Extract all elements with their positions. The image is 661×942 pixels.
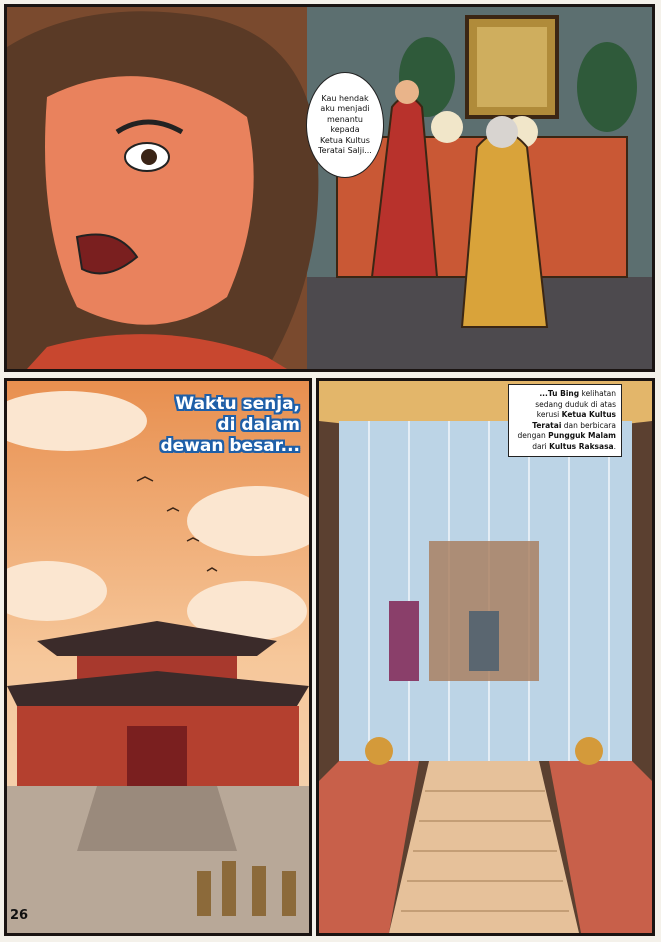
speech-line: Ketua Kultus bbox=[320, 135, 370, 145]
panel-top bbox=[4, 4, 655, 372]
figure-pungguk-malam bbox=[389, 601, 419, 681]
speech-line: aku menjadi bbox=[320, 104, 370, 113]
narration-line bbox=[514, 431, 616, 442]
speech-line: Kau hendak bbox=[321, 93, 369, 103]
panel-palace bbox=[4, 378, 312, 936]
guard bbox=[282, 871, 296, 916]
sunset-caption bbox=[150, 394, 300, 457]
sunset-caption-line: di dalam bbox=[217, 415, 300, 435]
narration-emphasis: Kultus Raksasa bbox=[549, 441, 614, 451]
sunset-caption-line: Waktu senja, bbox=[175, 394, 300, 414]
lantern-left bbox=[365, 737, 393, 765]
narration-emphasis: ...Tu Bing bbox=[539, 389, 580, 398]
palace-stairs bbox=[77, 786, 237, 851]
guard bbox=[222, 861, 236, 916]
panel-throne-hall-art bbox=[319, 381, 652, 933]
panel-palace-art bbox=[7, 381, 309, 933]
narration-text: . bbox=[613, 441, 616, 451]
narration-emphasis: Pungguk Malam bbox=[548, 431, 616, 440]
narration-line bbox=[514, 410, 616, 421]
speech-line: Teratai Salji... bbox=[318, 146, 372, 155]
narration-line bbox=[514, 442, 616, 453]
narration-line bbox=[514, 389, 616, 400]
narration-text: kelihatan bbox=[579, 389, 616, 398]
narration-text: kerusi bbox=[536, 410, 562, 419]
narration-text: dari bbox=[532, 441, 550, 451]
altar-frame-inner bbox=[477, 27, 547, 107]
guard bbox=[252, 866, 266, 916]
narration-emphasis: Teratai bbox=[532, 420, 562, 430]
narration-text: dan berbicara bbox=[561, 420, 616, 430]
panel-top-art bbox=[7, 7, 652, 369]
sunset-caption-line: dewan besar... bbox=[160, 436, 300, 456]
panel-throne-hall bbox=[316, 378, 655, 936]
guard bbox=[197, 871, 211, 916]
speech-bubble bbox=[306, 72, 384, 178]
palace-gate bbox=[127, 726, 187, 786]
narration-text: dengan bbox=[517, 431, 549, 440]
hero-pupil bbox=[141, 149, 157, 165]
narration-box bbox=[508, 384, 622, 457]
figure-elder-head bbox=[486, 116, 518, 148]
speech-line: menantu bbox=[327, 114, 363, 124]
speech-line: kepada bbox=[330, 125, 360, 134]
hero-face bbox=[45, 76, 254, 325]
offering-fruit-left bbox=[431, 111, 463, 143]
figure-tu-bing bbox=[469, 611, 499, 671]
plant-right bbox=[577, 42, 637, 132]
figure-groom-head bbox=[395, 80, 419, 104]
narration-line: sedang duduk di atas bbox=[535, 399, 616, 409]
page-number: 26 bbox=[10, 908, 29, 923]
narration-emphasis: Ketua Kultus bbox=[561, 410, 616, 419]
narration-line bbox=[514, 421, 616, 432]
lantern-right bbox=[575, 737, 603, 765]
